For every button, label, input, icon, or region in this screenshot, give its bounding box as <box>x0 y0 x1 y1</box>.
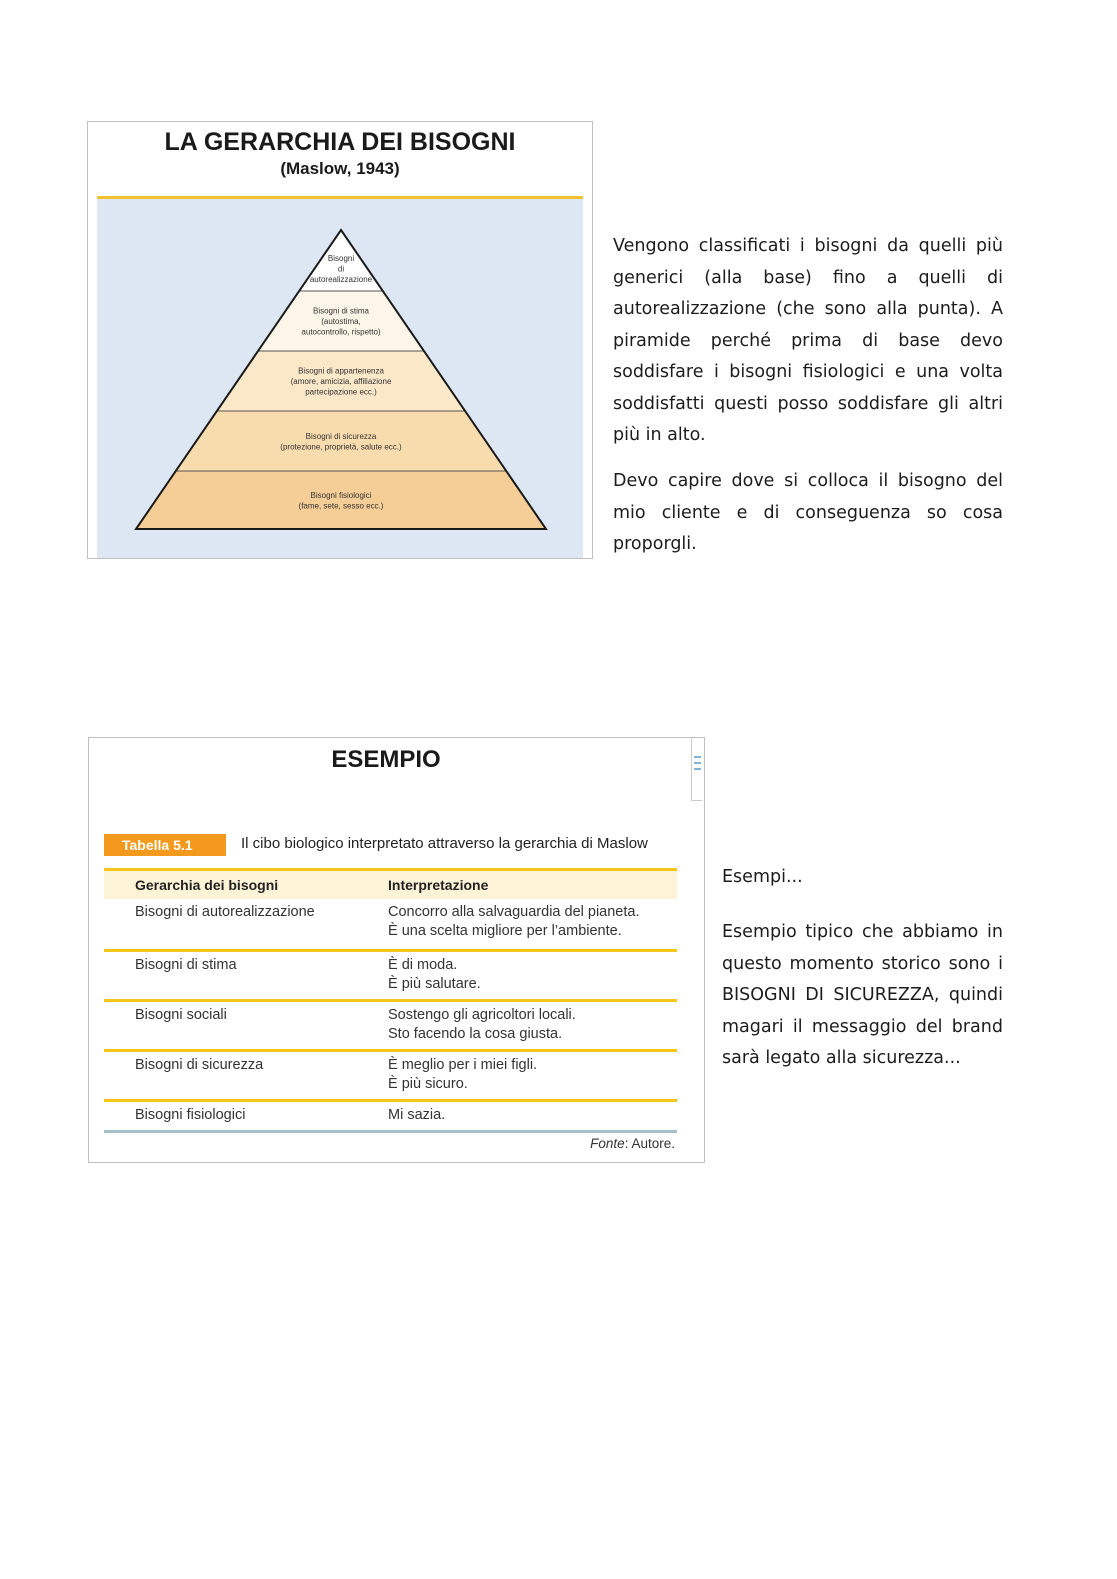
pyramid-level-label: di <box>337 264 345 274</box>
maslow-slide <box>87 121 593 559</box>
need-cell: Bisogni fisiologici <box>135 1107 246 1123</box>
slide-title: ESEMPIO <box>331 746 441 773</box>
maslow-pyramid <box>88 122 593 559</box>
need-cell: Bisogni di autorealizzazione <box>135 904 315 920</box>
scrollbar-mark <box>694 756 701 758</box>
header-interpretation: Interpretazione <box>388 877 489 893</box>
table-row <box>104 899 677 949</box>
need-cell: Bisogni sociali <box>135 1007 227 1023</box>
table-badge: Tabella 5.1 <box>104 834 226 856</box>
explanation-paragraph: Vengono classificati i bisogni da quelli più generici (alla base) fino a quelli di autorealizzazione (che sono alla punta). A piramide perché prima di base devo soddisfare i bisogni fisiologici e una volta soddisfatti questi posso soddisfare gli altri più in alto. <box>613 236 1003 445</box>
header-needs: Gerarchia dei bisogni <box>135 877 279 893</box>
interpretation-cell: Sostengo gli agricoltori locali. Sto facendo la cosa giusta. <box>388 1007 576 1042</box>
pyramid-level <box>136 471 546 529</box>
pyramid-level-label: partecipazione ecc.) <box>305 387 377 397</box>
scrollbar-mark <box>694 762 701 764</box>
table-row <box>104 999 677 1049</box>
scrollbar-mark <box>694 768 701 770</box>
client-need-paragraph: Devo capire dove si colloca il bisogno del mio cliente e di conseguenza so cosa proporgli. <box>613 471 1003 554</box>
pyramid-level-label: Bisogni fisiologici <box>310 490 372 500</box>
example-slide <box>88 737 705 1163</box>
pyramid-level-label: autorealizzazione <box>309 275 373 284</box>
pyramid-level-label: (fame, sete, sesso ecc.) <box>298 501 384 511</box>
slide-title: LA GERARCHIA DEI BISOGNI <box>164 128 516 156</box>
table-row <box>104 1099 677 1133</box>
pyramid-level-label: (protezione, proprietà, salute ecc.) <box>280 442 402 452</box>
interpretation-cell: È di moda. È più salutare. <box>388 957 481 992</box>
table-row <box>104 949 677 999</box>
interpretation-cell: Concorro alla salvaguardia del pianeta. È una scelta migliore per l’ambiente. <box>388 904 640 939</box>
pyramid-level-label: (amore, amicizia, affiliazione <box>290 377 392 386</box>
table-source: Fonte: Autore. <box>590 1136 675 1151</box>
pyramid-level-label: Bisogni <box>327 254 355 263</box>
pyramid-level-label: (autostima, <box>321 317 361 326</box>
pyramid-level-label: Bisogni di sicurezza <box>305 431 377 441</box>
table-caption: Il cibo biologico interpretato attraverso la gerarchia di Maslow <box>241 835 648 852</box>
pyramid-level-label: Bisogni di stima <box>312 306 370 316</box>
scrollbar[interactable] <box>691 738 702 801</box>
security-example-paragraph: Esempio tipico che abbiamo in questo momento storico sono i BISOGNI DI SICUREZZA, quindi magari il messaggio del brand sarà legato alla sicurezza... <box>722 922 1003 1068</box>
pyramid-level-label: autocontrollo, rispetto) <box>301 327 381 337</box>
pyramid-level-label: Bisogni di appartenenza <box>298 366 384 376</box>
pyramid-level <box>176 411 506 471</box>
examples-heading: Esempi... <box>722 867 803 887</box>
table-row <box>104 1049 677 1099</box>
interpretation-cell: Mi sazia. <box>388 1107 446 1123</box>
table-header <box>104 868 677 899</box>
need-cell: Bisogni di stima <box>135 957 237 973</box>
maslow-table <box>104 868 677 1133</box>
slide-subtitle: (Maslow, 1943) <box>280 159 400 178</box>
need-cell: Bisogni di sicurezza <box>135 1057 264 1073</box>
interpretation-cell: È meglio per i miei figli. È più sicuro. <box>388 1057 538 1092</box>
